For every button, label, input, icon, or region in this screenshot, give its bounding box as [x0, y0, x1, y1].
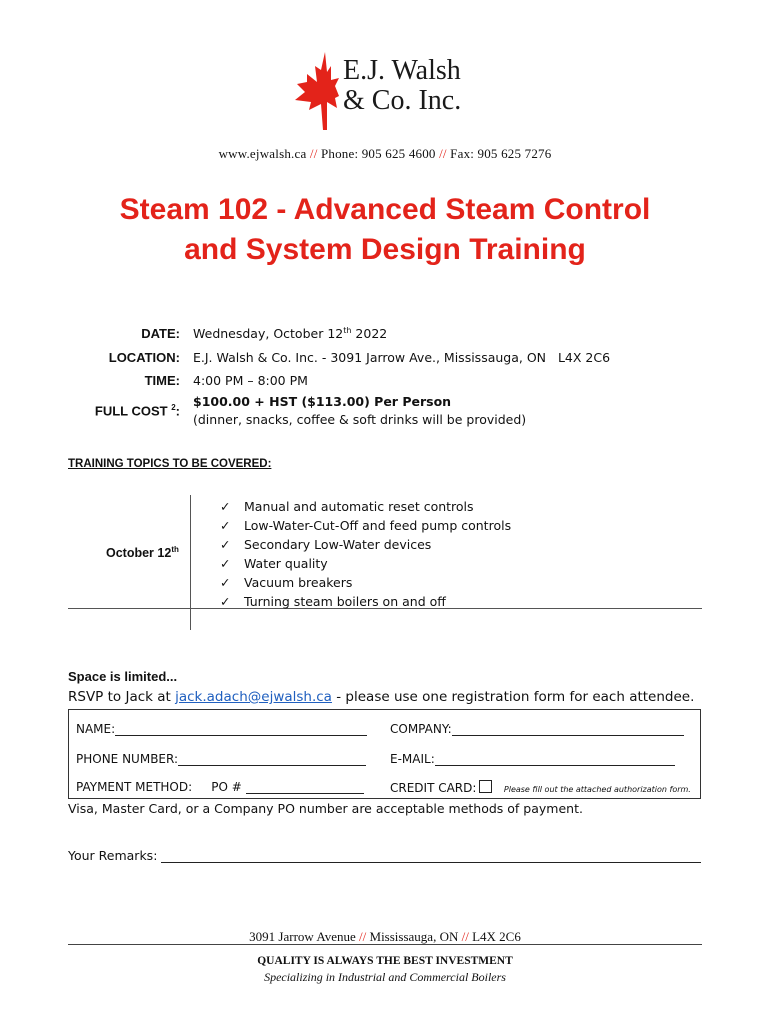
list-item: ✓ Vacuum breakers: [220, 575, 353, 590]
list-item: ✓ Low-Water-Cut-Off and feed pump controls: [220, 518, 512, 533]
rsvp-line: RSVP to Jack at jack.adach@ejwalsh.ca - please use one registration form for each attendee.: [68, 689, 695, 705]
checkmark-icon: ✓: [220, 499, 231, 514]
checkmark-icon: ✓: [220, 575, 231, 590]
checkmark-icon: ✓: [220, 594, 231, 609]
separator: //: [439, 146, 447, 161]
po-number-field[interactable]: PO #: [211, 780, 363, 794]
title-line-1: Steam 102 - Advanced Steam Control: [119, 193, 651, 226]
cost-value: $100.00 + HST ($113.00) Per Person: [193, 394, 452, 409]
contact-line: [0, 146, 770, 162]
footer-tagline: QUALITY IS ALWAYS THE BEST INVESTMENT: [257, 955, 513, 967]
topics-heading: TRAINING TOPICS TO BE COVERED:: [68, 458, 272, 470]
separator: //: [309, 146, 318, 161]
footer-address: 3091 Jarrow Avenue // Mississauga, ON // L4X 2C6: [249, 929, 521, 944]
list-item: ✓ Turning steam boilers on and off: [220, 594, 446, 609]
list-item: ✓ Water quality: [220, 556, 328, 571]
list-item: ✓ Manual and automatic reset controls: [220, 499, 474, 514]
separator: //: [359, 929, 367, 944]
website-link[interactable]: www.ejwalsh.ca: [218, 146, 307, 161]
company-field[interactable]: COMPANY:: [390, 722, 684, 736]
date-label: DATE:: [141, 326, 180, 341]
phone-number-field[interactable]: PHONE NUMBER:: [76, 752, 366, 766]
phone-number: Phone: 905 625 4600: [320, 146, 436, 161]
payment-note: Visa, Master Card, or a Company PO number are acceptable methods of payment.: [68, 801, 583, 816]
date-value: Wednesday, October 12th 2022: [193, 326, 388, 342]
checkmark-icon: ✓: [220, 518, 231, 533]
time-label: TIME:: [144, 373, 180, 388]
cost-note: (dinner, snacks, coffee & soft drinks will be provided): [193, 412, 527, 427]
name-field[interactable]: NAME:: [76, 722, 367, 736]
credit-card-field: CREDIT CARD: Please fill out the attached authorization form.: [390, 781, 691, 795]
company-logo-text: [343, 56, 461, 116]
footer-divider: [68, 944, 702, 945]
topics-divider-vertical: [190, 495, 191, 630]
maple-leaf-logo-icon: [295, 52, 339, 130]
location-value: E.J. Walsh & Co. Inc. - 3091 Jarrow Ave., Mississauga, ON L4X 2C6: [193, 350, 611, 365]
email-field[interactable]: E-MAIL:: [390, 752, 675, 766]
logo-line-2: & Co. Inc.: [343, 85, 462, 116]
footer-specialization: Specializing in Industrial and Commercial Boilers: [264, 970, 506, 984]
payment-method-field: PAYMENT METHOD: PO #: [76, 780, 364, 794]
separator: //: [461, 929, 469, 944]
rsvp-email-link[interactable]: jack.adach@ejwalsh.ca: [175, 689, 332, 705]
logo-line-1: E.J. Walsh: [343, 55, 461, 86]
space-limited-notice: Space is limited...: [68, 669, 178, 684]
title-line-2: and System Design Training: [184, 233, 586, 266]
fax-number: Fax: 905 625 7276: [450, 146, 552, 161]
credit-card-checkbox[interactable]: [479, 780, 492, 793]
location-label: LOCATION:: [108, 350, 180, 365]
page-title: [0, 190, 770, 270]
topics-date: October 12th: [106, 545, 179, 561]
cost-label: FULL COST $^2$:: [94, 403, 180, 419]
list-item: ✓ Secondary Low-Water devices: [220, 537, 432, 552]
checkmark-icon: ✓: [220, 537, 231, 552]
remarks-field[interactable]: Your Remarks:: [68, 848, 701, 863]
topics-list: [220, 497, 511, 611]
time-value: 4:00 PM – 8:00 PM: [193, 373, 308, 388]
authorization-note: Please fill out the attached authorization form.: [503, 785, 691, 794]
checkmark-icon: ✓: [220, 556, 231, 571]
